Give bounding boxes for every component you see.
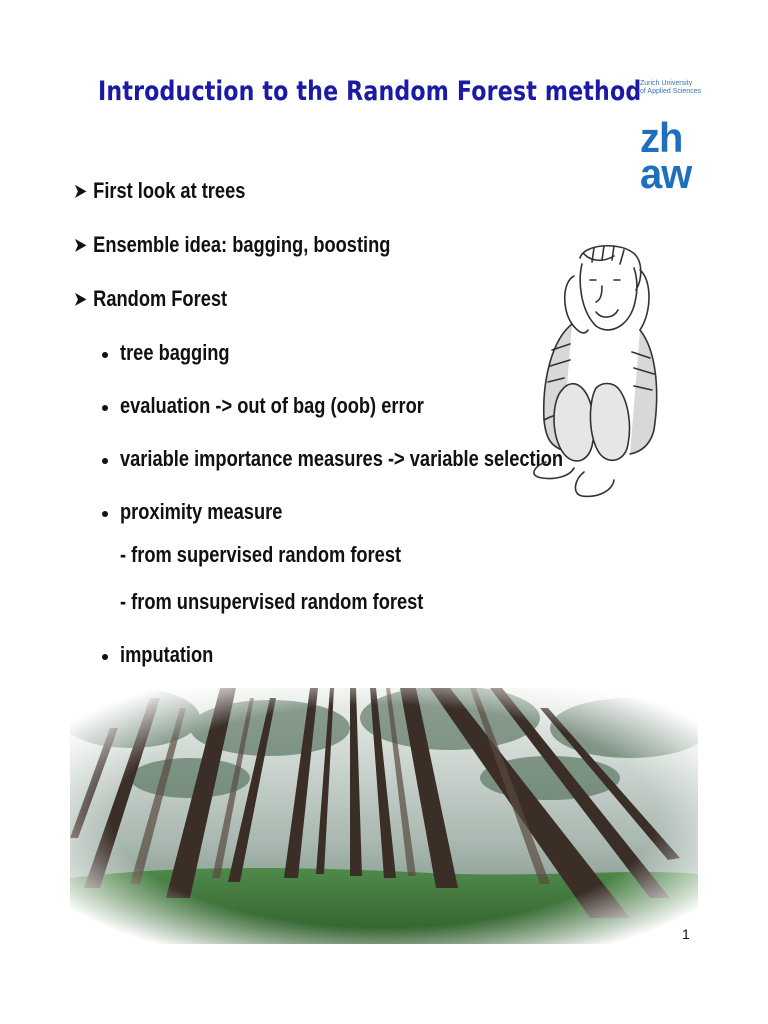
proximity-line-unsupervised: - from unsupervised random forest [120, 589, 424, 614]
subbullet-evaluation: evaluation -> out of bag (oob) error [120, 393, 424, 418]
dot-bullet-icon [102, 654, 108, 660]
forest-photo [70, 688, 698, 944]
thinking-person-illustration [522, 240, 662, 510]
bullet-text: First look at trees [93, 178, 246, 203]
logo-university-line1: Zurich University [640, 80, 693, 87]
subbullet-proximity-measure: proximity measure [120, 499, 283, 524]
bullet-text: Random Forest [93, 286, 228, 311]
bullet-text: Ensemble idea: bagging, boosting [93, 232, 391, 257]
logo-mark-line1: zh [640, 114, 683, 161]
dot-bullet-icon [102, 458, 108, 464]
logo-mark [640, 114, 692, 197]
subbullet-variable-importance: variable importance measures -> variable selection [120, 446, 564, 471]
slide-title: Introduction to the Random Forest method [98, 76, 642, 107]
arrowhead-bullet-icon: ➤ [74, 181, 87, 201]
dot-bullet-icon [102, 405, 108, 411]
proximity-line-supervised: - from supervised random forest [120, 542, 402, 567]
logo-mark-line2: aw [640, 150, 692, 197]
subbullet-tree-bagging: tree bagging [120, 340, 230, 365]
bullet-ensemble-idea [74, 232, 390, 258]
zhaw-logo [640, 80, 720, 220]
dot-bullet-icon [102, 352, 108, 358]
dot-bullet-icon [102, 511, 108, 517]
page-number: 1 [682, 926, 690, 942]
bullet-first-look [74, 178, 245, 204]
logo-university-line2: of Applied Sciences [640, 88, 702, 95]
bullet-random-forest [74, 286, 227, 312]
arrowhead-bullet-icon: ➤ [74, 289, 87, 309]
subbullet-imputation: imputation [120, 642, 214, 667]
arrowhead-bullet-icon: ➤ [74, 235, 87, 255]
